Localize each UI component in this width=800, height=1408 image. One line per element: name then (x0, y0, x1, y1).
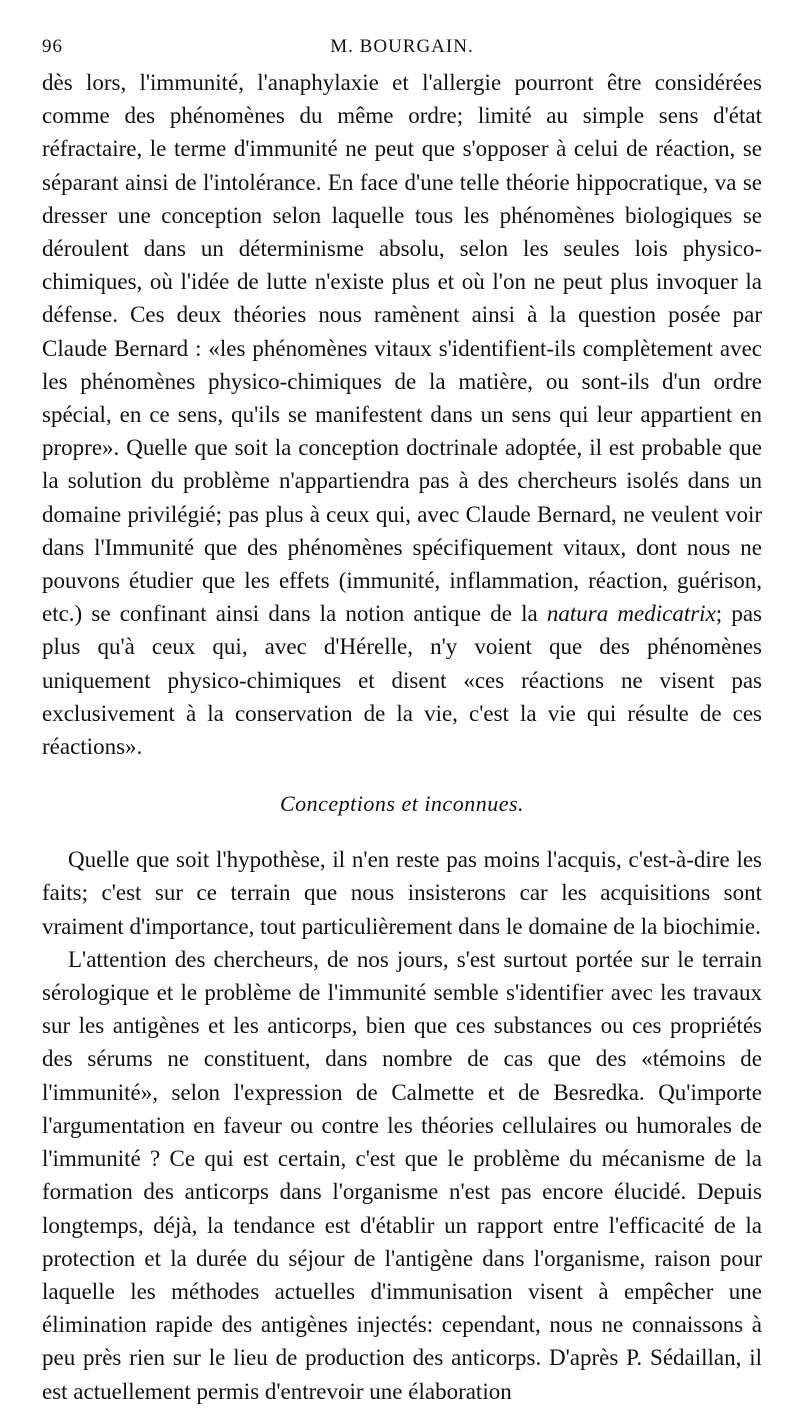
paragraph: L'attention des chercheurs, de nos jours, s'est surtout portée sur le terrain sérologique et le problème de l'immunité semble s'identifier avec les travaux sur les antigènes et les anticorps, bien que ces substances ou ces propriétés des sérums ne constituent, dans nombre de cas que des «témoins de l'immunité», selon l'expression de Calmette et de Besredka. Qu'importe l'argumentation en faveur ou contre les théories cellulaires ou humorales de l'immunité ? Ce qui est certain, c'est que le problème du mécanisme de la formation des anticorps dans l'organisme n'est pas encore élucidé. Depuis longtemps, déjà, la tendance est d'établir un rapport entre l'efficacité de la protection et la durée du séjour de l'antigène dans l'organisme, raison pour laquelle les méthodes actuelles d'immunisation visent à empêcher une élimination rapide des antigènes injectés: cependant, nous ne connaissons à peu près rien sur le lieu de production des anticorps. D'après P. Sédaillan, il est actuellement permis d'entrevoir une élaboration (42, 946, 762, 1404)
page (42, 36, 762, 1408)
paragraph-text: ; pas plus qu'à ceux qui, avec d'Hérelle, n'y voient que des phénomènes uniquement physico-chimiques et disent «ces réactions ne visent pas exclusivement à la conservation de la vie, c'est la vie qui résulte de ces réactions». (42, 601, 762, 760)
section-heading: Conceptions et inconnues. (279, 791, 525, 817)
paragraph-text: dès lors, l'immunité, l'anaphylaxie et l'allergie pourront être considérées comme des phénomènes du même ordre; limité au simple sens d'état réfractaire, le terme d'immunité ne peut que s'opposer à celui de réaction, se séparant ainsi de l'intolérance. En face d'une telle théorie hippocratique, va se dresser une conception selon laquelle tous les phénomènes biologiques se déroulent dans un déterminisme absolu, selon les seules lois physico-chimiques, où l'idée de lutte n'existe plus et où l'on ne peut plus invoquer la défense. Ces deux théories nous ramènent ainsi à la question posée par Claude Bernard : «les phénomènes vitaux s'identifient-ils complètement avec les phénomènes physico-chimiques de la matière, ou sont-ils d'un ordre spécial, en ce sens, qu'ils se manifestent dans un sens qui leur appartient en propre». Quelle que soit la conception doctrinale adoptée, il est probable que la solution du problème n'appartiendra pas à des chercheurs isolés dans un domaine privilégié; pas plus à ceux qui, avec Claude Bernard, ne veulent voir dans l'Immunité que des phénomènes spécifiquement vitaux, dont nous ne pouvons étudier que les effets (immunité, inflammation, réaction, guérison, etc.) se confinant ainsi dans la notion antique de la (42, 70, 762, 627)
latin-term: natura medicatrix (546, 601, 716, 627)
page-number: 96 (42, 36, 63, 57)
paragraph-continued (42, 66, 762, 763)
page-header (42, 36, 762, 66)
running-title: M. BOURGAIN. (330, 36, 474, 57)
paragraph: Quelle que soit l'hypothèse, il n'en reste pas moins l'acquis, c'est-à-dire les faits; c'est sur ce terrain que nous insisterons car les acquisitions sont vraiment d'importance, tout particulièrement dans le domaine de la biochimie. (42, 847, 762, 939)
